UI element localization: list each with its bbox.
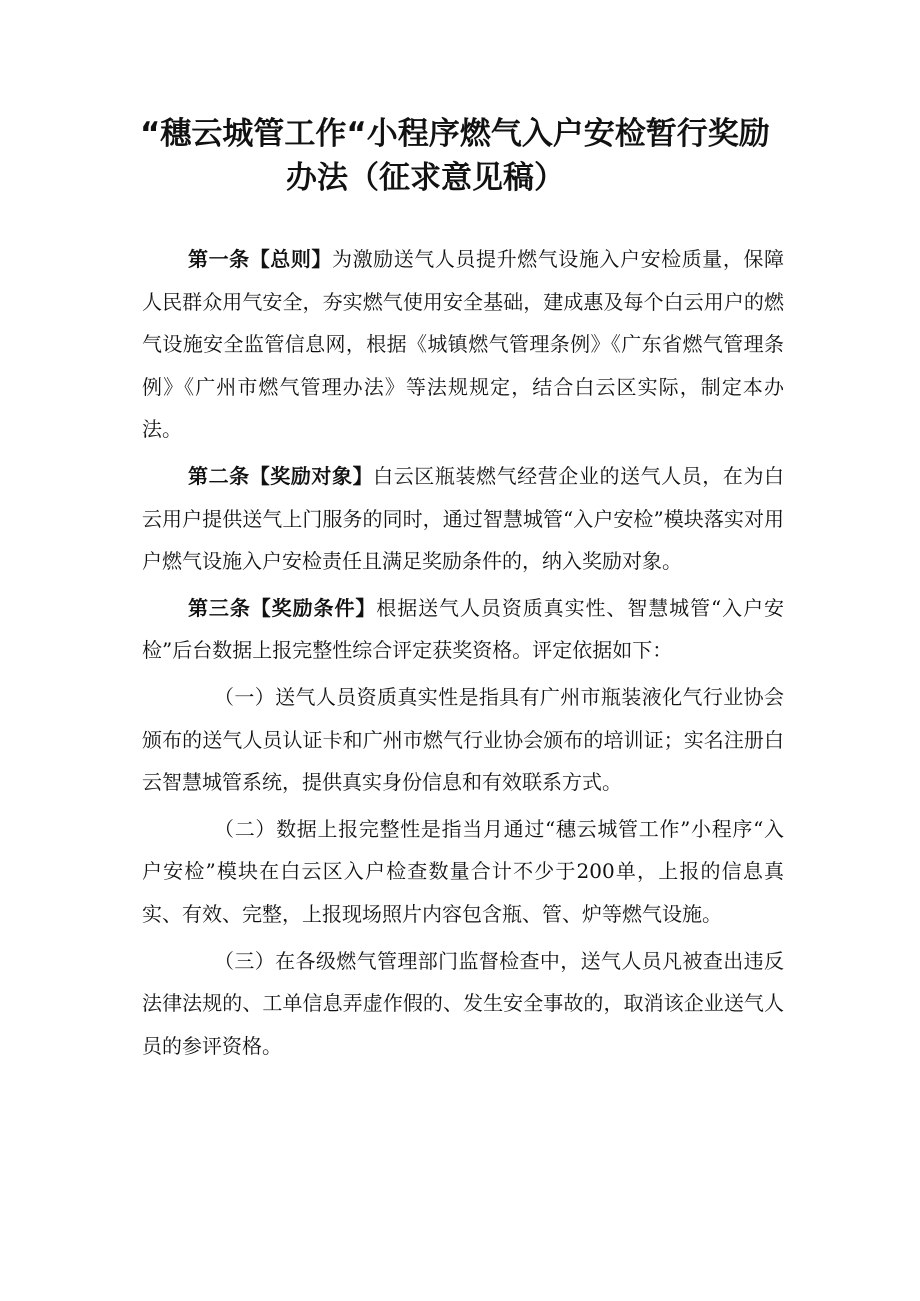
clause-3: （三）在各级燃气管理部门监督检查中，送气人员凡被查出违反法律法规的、工单信息弄虚作假的、发生安全事故的，取消该企业送气人员的参评资格。	[142, 948, 784, 1058]
article-3	[142, 587, 784, 672]
clause-2: （二）数据上报完整性是指当月通过“穗云城管工作”小程序“入户安检”模块在白云区入户检查数量合计不少于200单，上报的信息真实、有效、完整，上报现场照片内容包含瓶、管、炉等燃气设施。	[142, 816, 784, 926]
article-1	[142, 238, 784, 451]
clause-1: （一）送气人员资质真实性是指具有广州市瓶装液化气行业协会颁布的送气人员认证卡和广州市燃气行业协会颁布的培训证；实名注册白云智慧城管系统，提供真实身份信息和有效联系方式。	[142, 684, 784, 795]
title-line-1: “穗云城管工作“小程序燃气入户安检暂行奖励	[140, 116, 770, 152]
article-1-text: 为激励送气人员提升燃气设施入户安检质量，保障人民群众用气安全，夯实燃气使用安全基础，建成惠及每个白云用户的燃气设施安全监管信息网，根据《城镇燃气管理条例》《广东省燃气管理条例》《广州市燃气管理办法》等法规规定，结合白云区实际，制定本办法。	[142, 247, 784, 442]
article-3-label: 第三条【奖励条件】	[188, 595, 377, 620]
article-2-label: 第二条【奖励对象】	[188, 463, 374, 488]
document-body	[142, 238, 784, 1071]
article-3-text: 根据送气人员资质真实性、智慧城管“入户安检”后台数据上报完整性综合评定获奖资格。评定依据如下：	[142, 595, 785, 663]
article-2	[142, 455, 784, 583]
title-line-2: 办法（征求意见稿）	[286, 160, 565, 196]
document-title	[140, 112, 800, 200]
article-1-label: 第一条【总则】	[188, 247, 332, 271]
article-2-text: 白云区瓶装燃气经营企业的送气人员，在为白云用户提供送气上门服务的同时，通过智慧城管“入户安检”模块落实对用户燃气设施入户安检责任且满足奖励条件的，纳入奖励对象。	[142, 463, 785, 574]
